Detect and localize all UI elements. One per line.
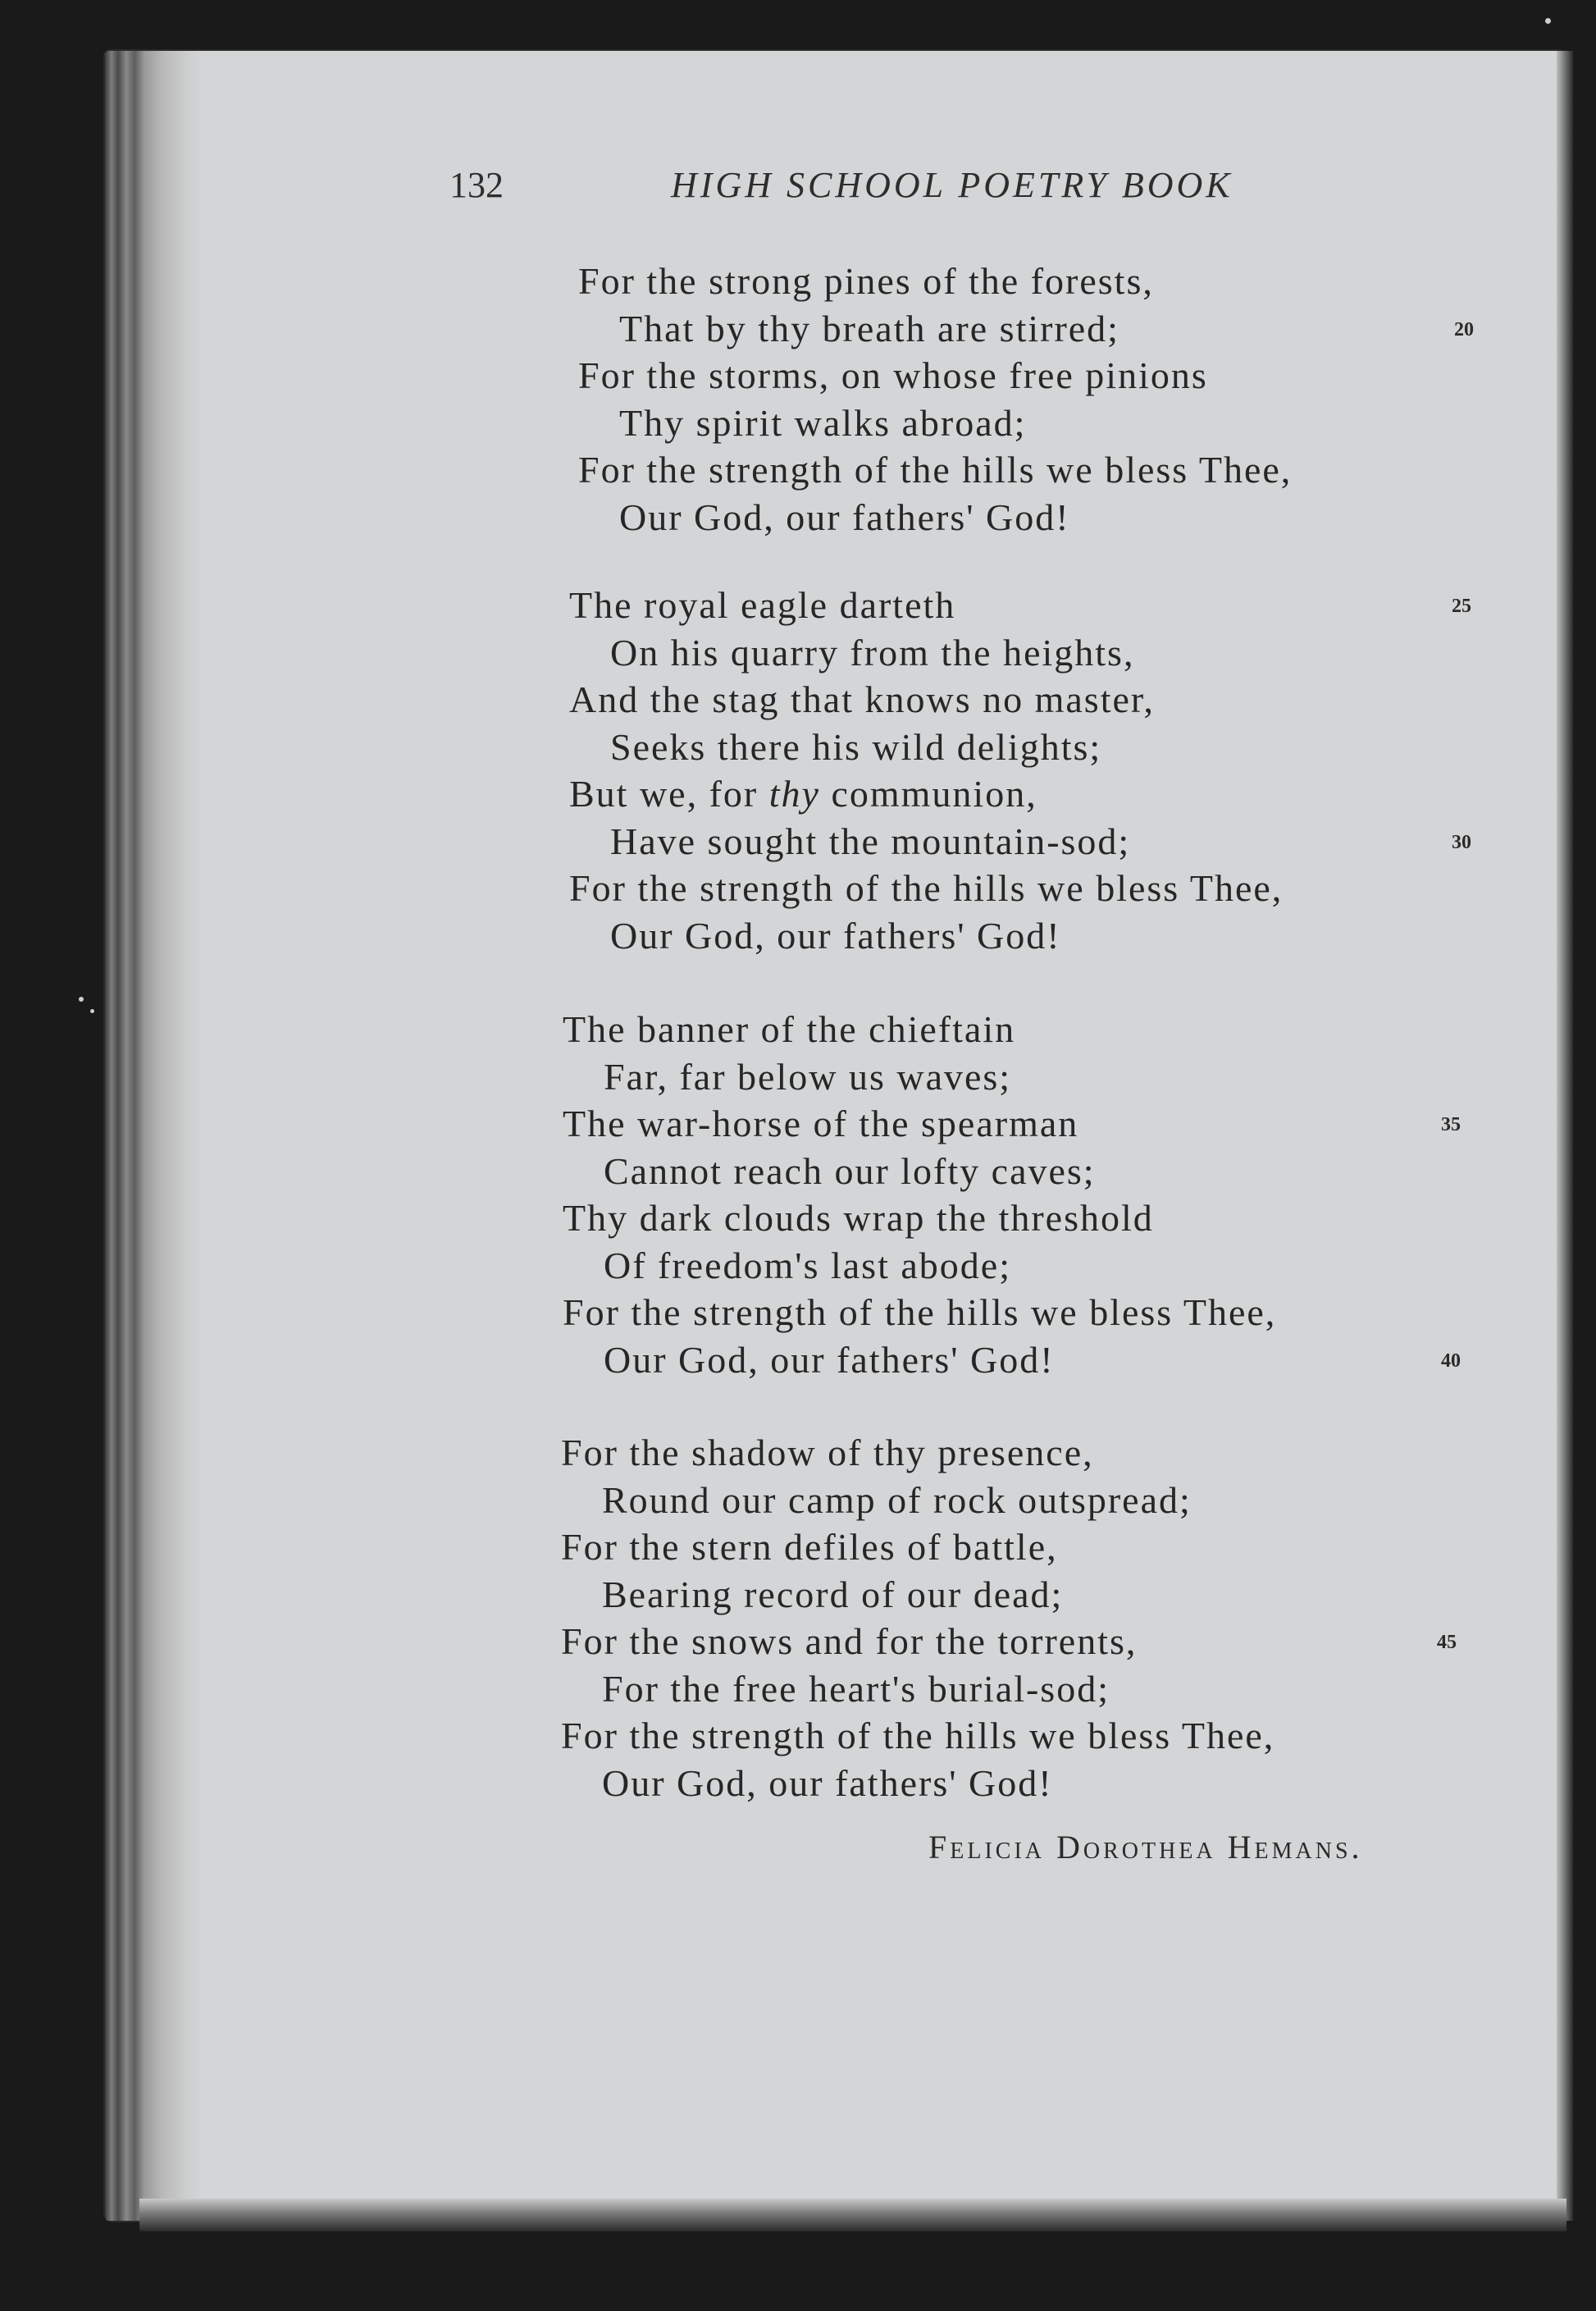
page-right-edge <box>1557 51 1573 2221</box>
poem-line: Our God, our fathers' God! <box>604 1338 1055 1381</box>
scan-speck <box>90 1009 94 1013</box>
poem-line: For the storms, on whose free pinions <box>578 354 1208 396</box>
poem-line: For the strength of the hills we bless Thee, <box>569 867 1284 909</box>
line-number: 20 <box>1454 318 1474 340</box>
poem-line: For the strength of the hills we bless Thee, <box>561 1715 1275 1756</box>
poem-line: The war-horse of the spearman <box>563 1103 1079 1144</box>
line-number: 30 <box>1452 831 1471 853</box>
poem-line: Have sought the mountain-sod; <box>610 820 1131 862</box>
page-number: 132 <box>449 165 504 205</box>
poem-attribution: Felicia Dorothea Hemans. <box>928 1829 1363 1866</box>
line-number: 45 <box>1437 1632 1457 1653</box>
poem-line: On his quarry from the heights, <box>610 631 1135 674</box>
line-number: 40 <box>1441 1350 1461 1372</box>
poem-line: For the strength of the hills we bless Thee, <box>578 449 1293 491</box>
poem-line: For the free heart's burial-sod; <box>602 1667 1110 1710</box>
poem-line: Our God, our fathers' God! <box>602 1761 1053 1804</box>
poem-line: For the shadow of thy presence, <box>561 1432 1094 1473</box>
poem-line: Our God, our fathers' God! <box>619 496 1070 538</box>
poem-line: And the stag that knows no master, <box>569 678 1155 720</box>
poem-line: That by thy breath are stirred; <box>619 307 1119 349</box>
poem-line: The banner of the chieftain <box>563 1008 1016 1050</box>
poem-line: Of freedom's last abode; <box>604 1244 1011 1286</box>
poem-line: For the strength of the hills we bless Thee, <box>563 1291 1277 1333</box>
poem-line: The royal eagle darteth <box>569 584 956 626</box>
scan-speck <box>79 997 84 1002</box>
poem-line: Thy spirit walks abroad; <box>619 401 1027 444</box>
poem-line: For the snows and for the torrents, <box>561 1620 1138 1662</box>
scan-speck <box>1545 18 1551 24</box>
poem-line: For the stern defiles of battle, <box>561 1526 1058 1568</box>
poem-line: For the strong pines of the forests, <box>578 260 1154 302</box>
poem-line: Seeks there his wild delights; <box>610 725 1102 768</box>
running-title: HIGH SCHOOL POETRY BOOK <box>671 165 1233 205</box>
page-bottom-edge <box>139 2199 1566 2231</box>
poem-line: Bearing record of our dead; <box>602 1573 1064 1615</box>
line-number: 35 <box>1441 1114 1461 1135</box>
poem-line: Far, far below us waves; <box>604 1055 1012 1098</box>
poem-line: Cannot reach our lofty caves; <box>604 1149 1096 1192</box>
poem-line: But we, for thy communion, <box>569 773 1037 815</box>
poem-line: Our God, our fathers' God! <box>610 914 1061 957</box>
line-number: 25 <box>1452 596 1471 617</box>
page-binding-edge <box>105 51 203 2221</box>
page-header <box>0 164 1596 213</box>
poem-line: Thy dark clouds wrap the threshold <box>563 1197 1154 1239</box>
poem-line: Round our camp of rock outspread; <box>602 1478 1192 1521</box>
